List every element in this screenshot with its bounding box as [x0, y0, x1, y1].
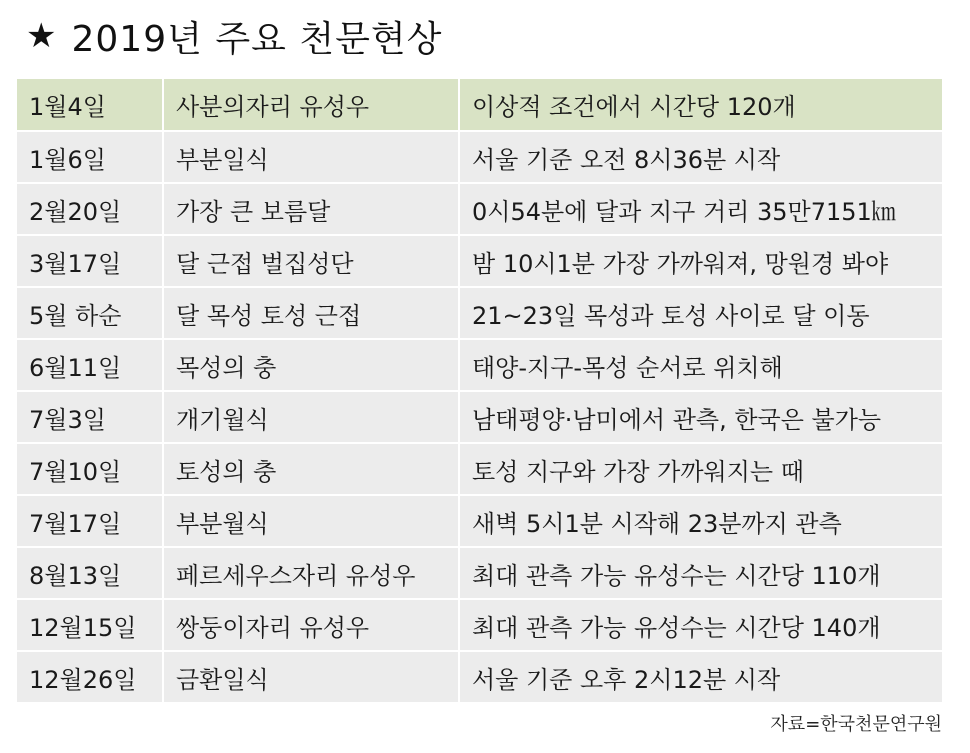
note-cell: 토성 지구와 가장 가까워지는 때 [459, 443, 942, 495]
table-row [17, 495, 942, 547]
event-cell: 부분월식 [163, 495, 459, 547]
event-cell: 목성의 충 [163, 339, 459, 391]
note-cell: 서울 기준 오전 8시36분 시작 [459, 131, 942, 183]
event-cell: 사분의자리 유성우 [163, 79, 459, 131]
table-row [17, 131, 942, 183]
date-cell: 7월3일 [17, 391, 163, 443]
star-icon: ★ [26, 16, 58, 56]
date-cell: 7월10일 [17, 443, 163, 495]
table-row [17, 79, 942, 131]
date-cell: 2월20일 [17, 183, 163, 235]
event-cell: 토성의 충 [163, 443, 459, 495]
note-cell: 21~23일 목성과 토성 사이로 달 이동 [459, 287, 942, 339]
title-text: 2019년 주요 천문현상 [71, 18, 443, 60]
date-cell: 5월 하순 [17, 287, 163, 339]
table-row [17, 287, 942, 339]
date-cell: 12월15일 [17, 599, 163, 651]
table-row [17, 443, 942, 495]
table-row [17, 339, 942, 391]
event-cell: 달 목성 토성 근접 [163, 287, 459, 339]
note-cell: 새벽 5시1분 시작해 23분까지 관측 [459, 495, 942, 547]
source-credit: 자료=한국천문연구원 [770, 714, 942, 735]
table-row [17, 183, 942, 235]
event-cell: 금환일식 [163, 651, 459, 703]
table-row [17, 599, 942, 651]
date-cell: 7월17일 [17, 495, 163, 547]
note-cell: 밤 10시1분 가장 가까워져, 망원경 봐야 [459, 235, 942, 287]
table-row [17, 235, 942, 287]
date-cell: 1월4일 [17, 79, 163, 131]
date-cell: 6월11일 [17, 339, 163, 391]
event-cell: 가장 큰 보름달 [163, 183, 459, 235]
page-title [26, 6, 442, 66]
event-cell: 페르세우스자리 유성우 [163, 547, 459, 599]
note-cell: 서울 기준 오후 2시12분 시작 [459, 651, 942, 703]
table-row [17, 391, 942, 443]
date-cell: 1월6일 [17, 131, 163, 183]
event-cell: 개기월식 [163, 391, 459, 443]
note-cell: 최대 관측 가능 유성수는 시간당 110개 [459, 547, 942, 599]
note-cell: 태양-지구-목성 순서로 위치해 [459, 339, 942, 391]
date-cell: 3월17일 [17, 235, 163, 287]
date-cell: 8월13일 [17, 547, 163, 599]
table-row [17, 547, 942, 599]
note-cell: 최대 관측 가능 유성수는 시간당 140개 [459, 599, 942, 651]
events-table [17, 79, 942, 704]
date-cell: 12월26일 [17, 651, 163, 703]
table-row [17, 651, 942, 703]
note-cell: 0시54분에 달과 지구 거리 35만7151㎞ [459, 183, 942, 235]
event-cell: 부분일식 [163, 131, 459, 183]
event-cell: 쌍둥이자리 유성우 [163, 599, 459, 651]
event-cell: 달 근접 벌집성단 [163, 235, 459, 287]
note-cell: 이상적 조건에서 시간당 120개 [459, 79, 942, 131]
note-cell: 남태평양·남미에서 관측, 한국은 불가능 [459, 391, 942, 443]
